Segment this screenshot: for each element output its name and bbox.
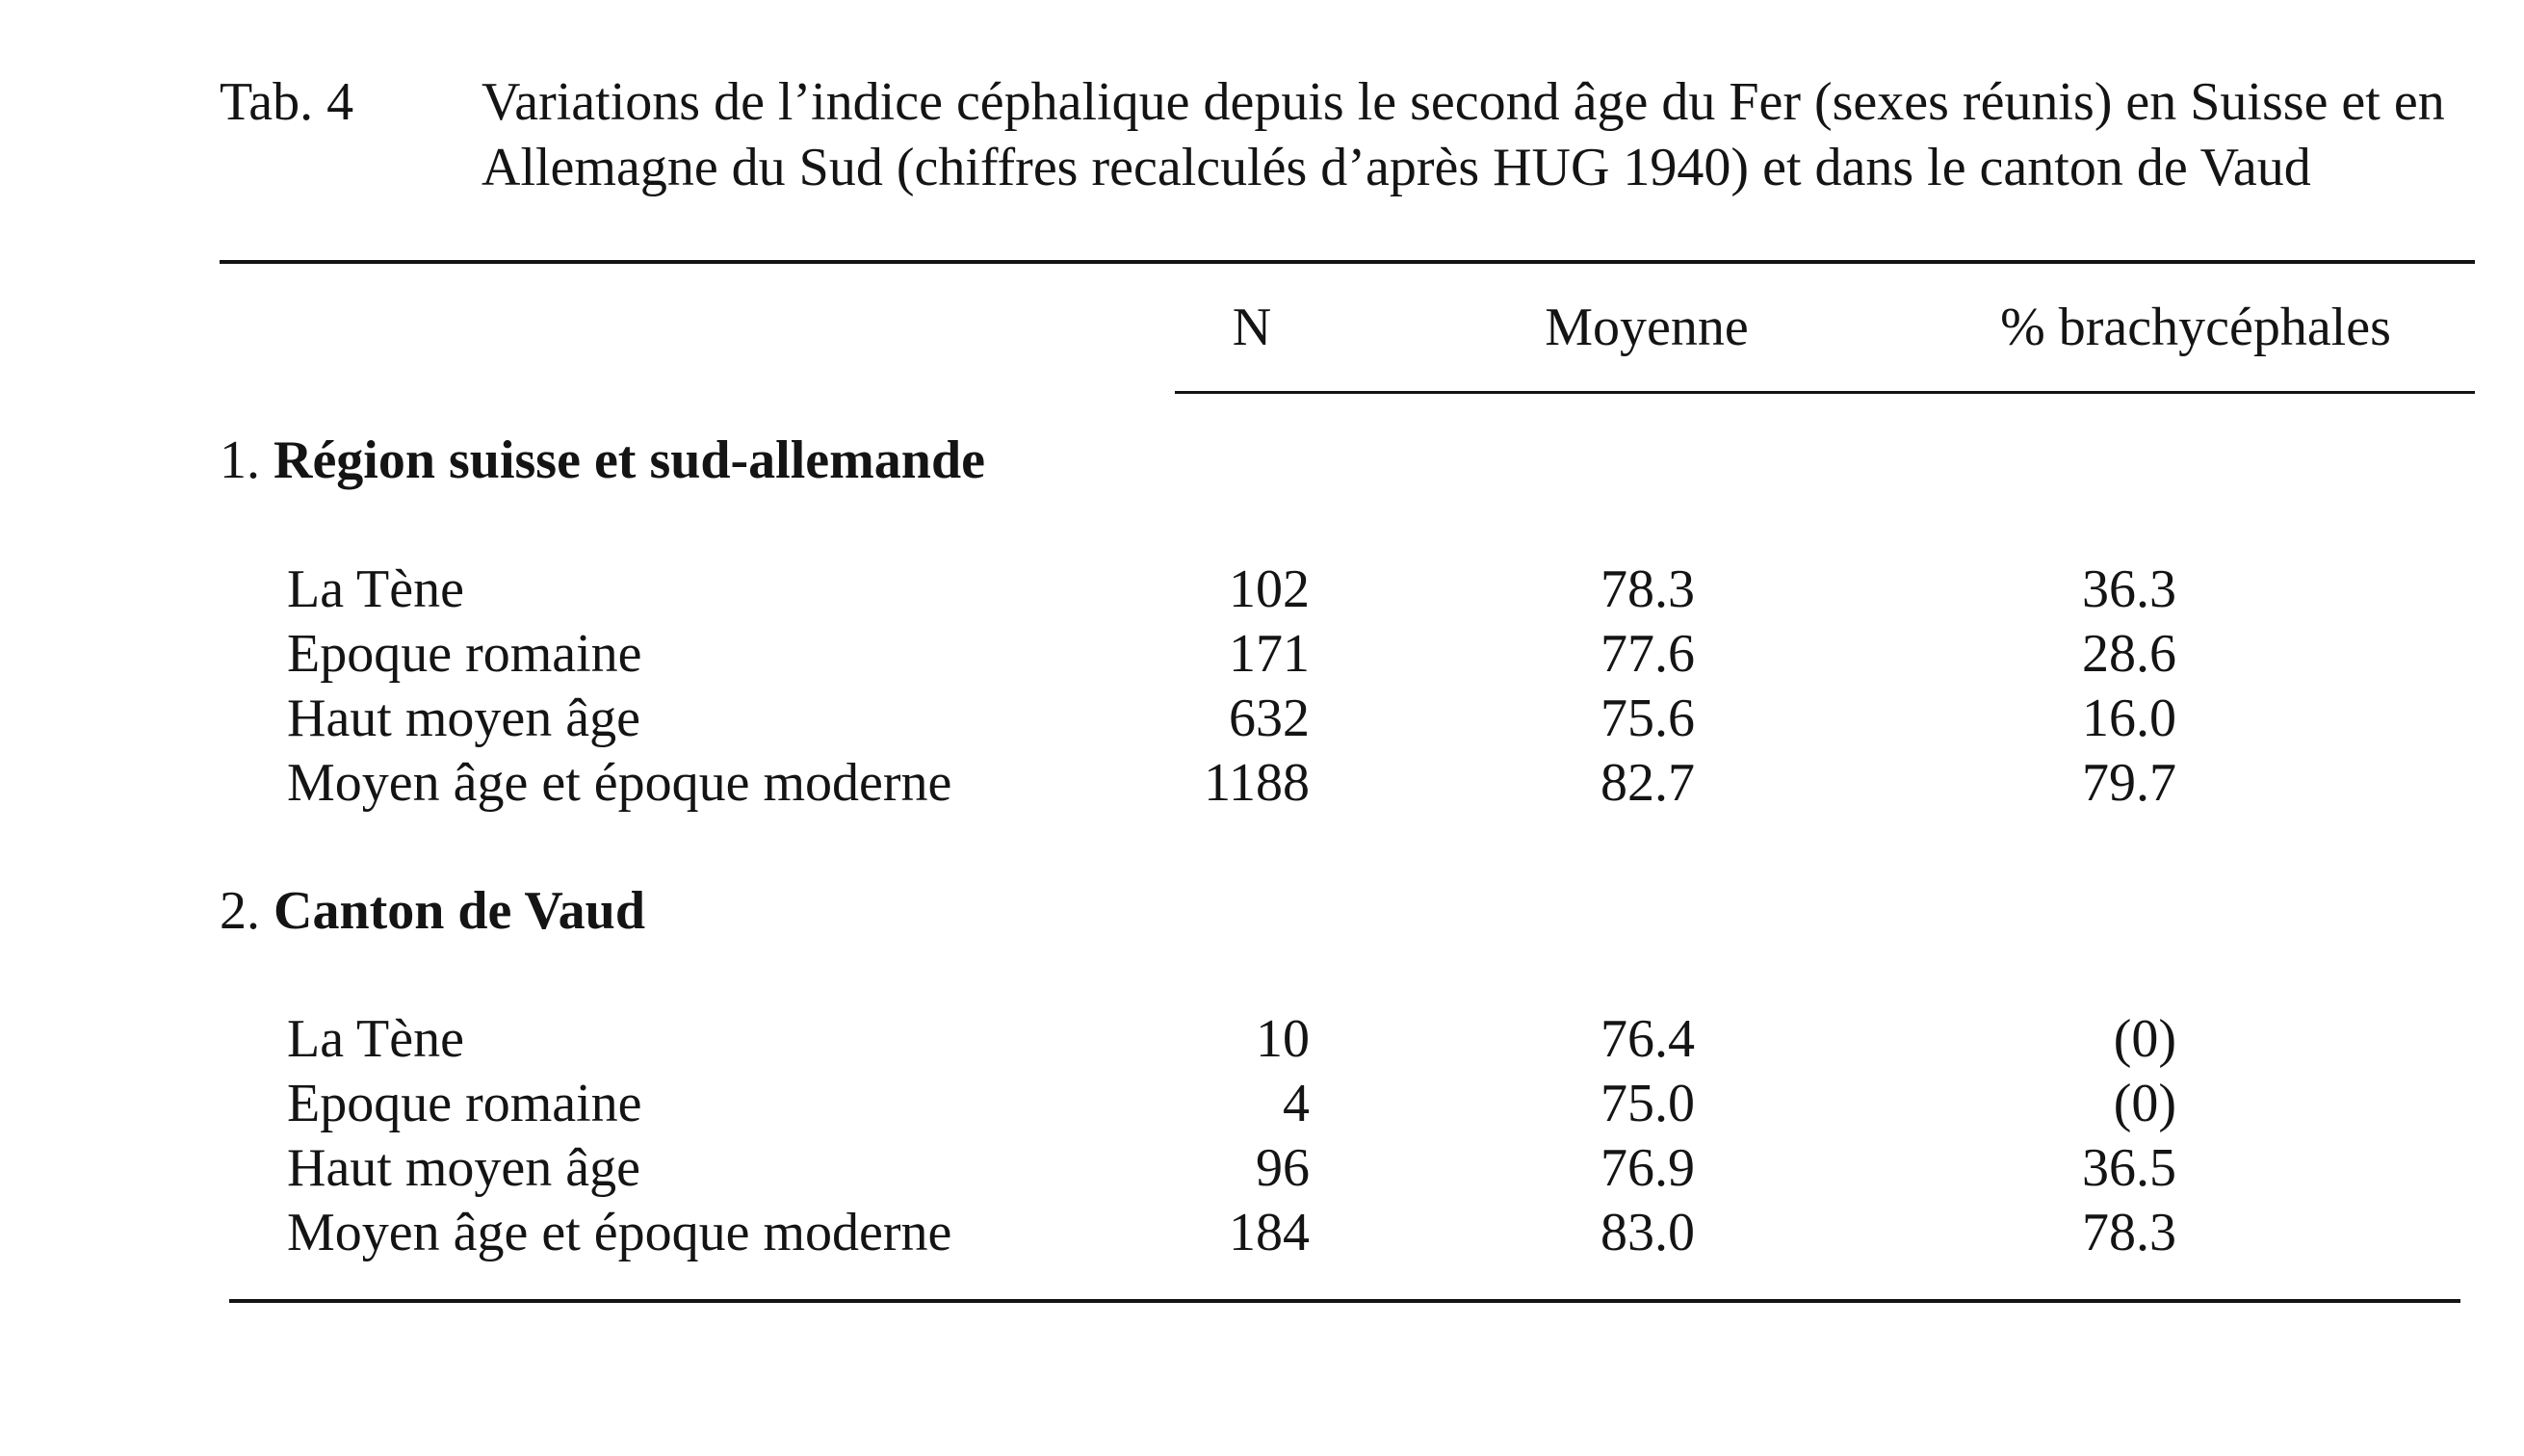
row-brachy: 28.6 xyxy=(2082,624,2176,684)
table-row xyxy=(0,686,2524,751)
caption-text: Variations de l’indice céphalique depuis le second âge du Fer (sexes réunis) en Suisse et en Allemagne du Sud (chiffres recalculés d’après HUG 1940) et dans le canton de Vaud xyxy=(481,72,2445,197)
row-brachy: 79.7 xyxy=(2082,753,2176,813)
table-row xyxy=(0,750,2524,816)
table-row xyxy=(0,1135,2524,1201)
row-label: Moyen âge et époque moderne xyxy=(287,1203,952,1262)
row-n: 96 xyxy=(1256,1138,1310,1198)
column-header-moyenne: Moyenne xyxy=(1545,298,1749,357)
row-brachy: 36.3 xyxy=(2082,559,2176,619)
section-number: 2. xyxy=(220,881,260,941)
row-moyenne: 77.6 xyxy=(1600,624,1695,684)
row-label: Haut moyen âge xyxy=(287,689,640,748)
row-brachy: (0) xyxy=(2113,1009,2176,1069)
section-label: Région suisse et sud-allemande xyxy=(273,430,985,490)
row-n: 184 xyxy=(1229,1203,1310,1262)
row-label: Epoque romaine xyxy=(287,624,642,684)
row-moyenne: 75.0 xyxy=(1600,1074,1695,1133)
row-n: 632 xyxy=(1229,689,1310,748)
header-rule xyxy=(1175,391,2475,394)
table-number: Tab. 4 xyxy=(220,72,354,132)
section-title-1 xyxy=(220,428,985,493)
row-moyenne: 76.4 xyxy=(1600,1009,1695,1069)
row-n: 4 xyxy=(1283,1074,1310,1133)
row-moyenne: 82.7 xyxy=(1600,753,1695,813)
row-n: 10 xyxy=(1256,1009,1310,1069)
section-number: 1. xyxy=(220,430,260,490)
row-label: La Tène xyxy=(287,1009,464,1069)
row-moyenne: 83.0 xyxy=(1600,1203,1695,1262)
row-n: 171 xyxy=(1229,624,1310,684)
row-label: Moyen âge et époque moderne xyxy=(287,753,952,813)
table-caption xyxy=(220,69,2473,200)
table-row xyxy=(0,557,2524,622)
table-row xyxy=(0,1071,2524,1136)
row-moyenne: 76.9 xyxy=(1600,1138,1695,1198)
section-label: Canton de Vaud xyxy=(273,881,645,941)
row-n: 102 xyxy=(1229,559,1310,619)
row-brachy: 16.0 xyxy=(2082,689,2176,748)
table-row xyxy=(0,621,2524,687)
row-label: La Tène xyxy=(287,559,464,619)
row-moyenne: 75.6 xyxy=(1600,689,1695,748)
bottom-rule xyxy=(229,1299,2460,1303)
row-label: Haut moyen âge xyxy=(287,1138,640,1198)
table-row xyxy=(0,1200,2524,1265)
row-moyenne: 78.3 xyxy=(1600,559,1695,619)
row-brachy: (0) xyxy=(2113,1074,2176,1133)
row-brachy: 78.3 xyxy=(2082,1203,2176,1262)
row-brachy: 36.5 xyxy=(2082,1138,2176,1198)
table-row xyxy=(0,1006,2524,1072)
column-header-brachy: % brachycéphales xyxy=(2000,298,2391,357)
row-n: 1188 xyxy=(1204,753,1310,813)
top-rule xyxy=(220,260,2475,264)
section-title-2 xyxy=(220,878,645,944)
column-header-n: N xyxy=(1232,298,1272,357)
row-label: Epoque romaine xyxy=(287,1074,642,1133)
